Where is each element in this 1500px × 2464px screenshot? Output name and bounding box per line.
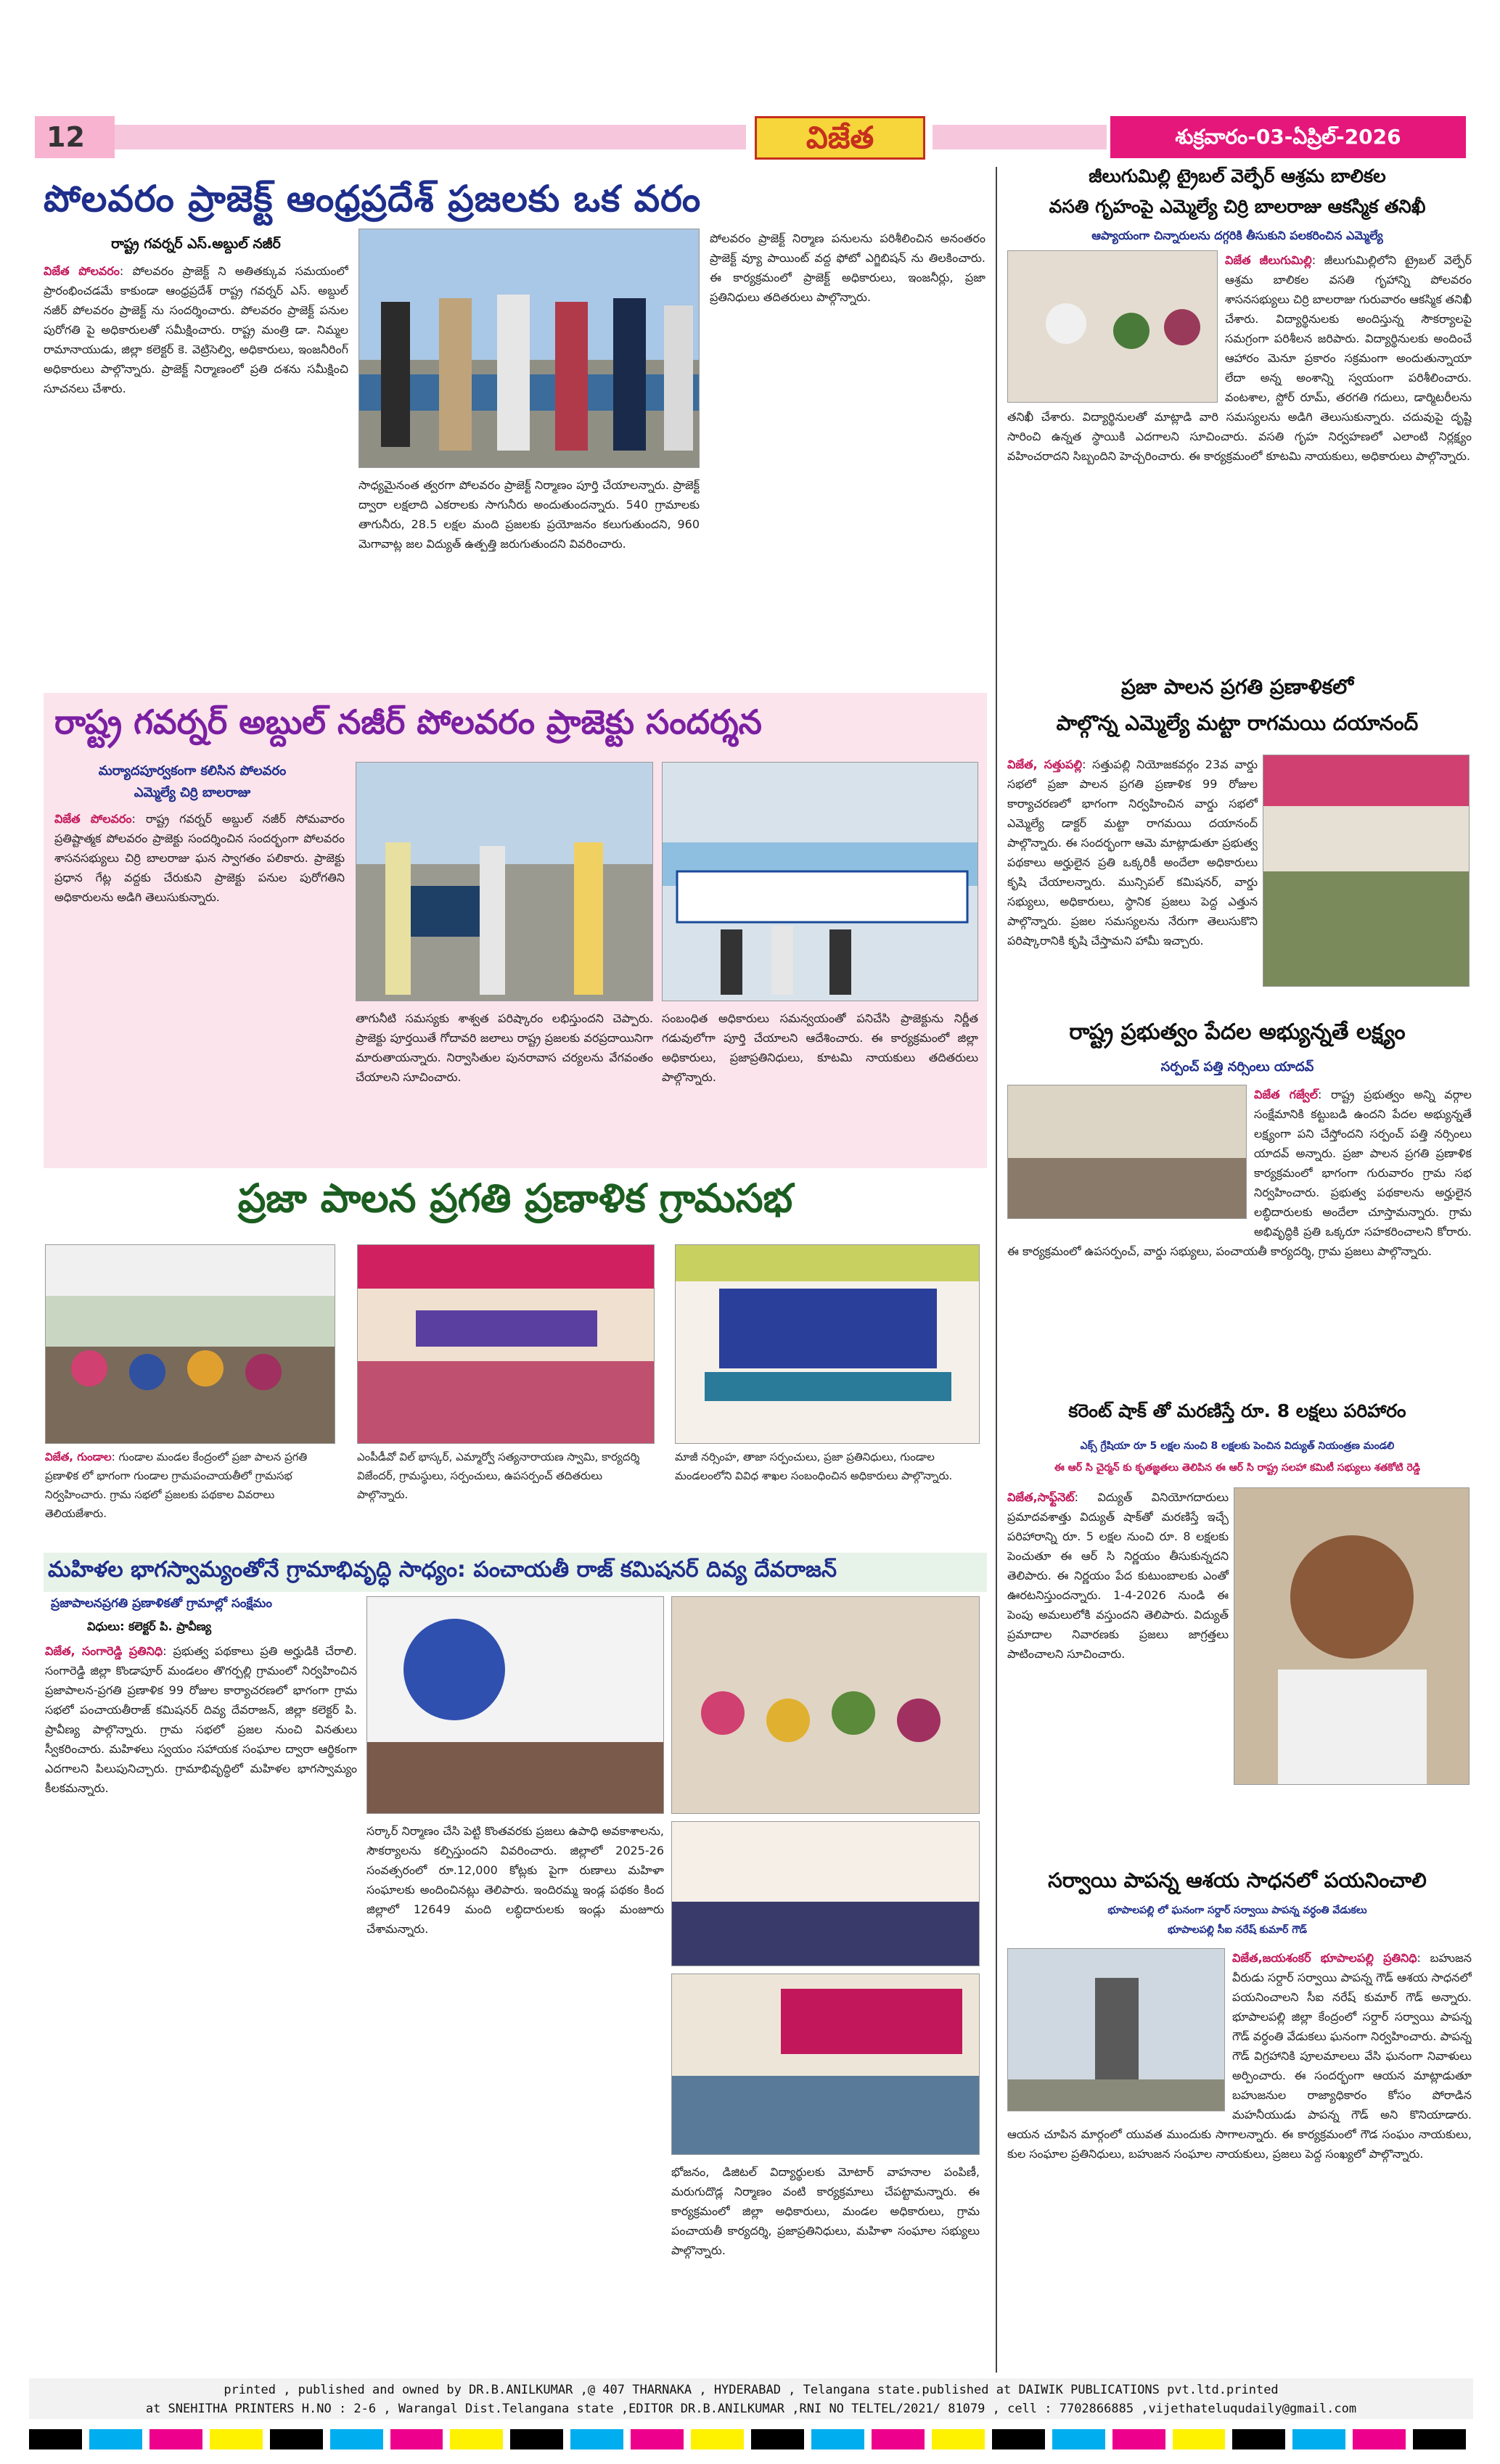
story3-cap3: మాజీ నర్సింహ, తాజా సర్పంచులు, ప్రజా ప్రతినిధులు, గుండాల మండలంలోని వివిధ శాఖల సంబంధించిన అధికారులు పాల్గొన్నారు. (675, 1450, 953, 1482)
right1-body-text: జీలుగుమిల్లిలోని ట్రైబల్ వెల్ఫేర్ ఆశ్రమ బాలికల వసతి గృహాన్ని పోలవరం శాసనసభ్యులు చిర్రి బాలరాజు గురువారం ఆకస్మిక తనిఖీ చేశారు. విద్యార్థినులకు అందిస్తున్న సౌకర్యాలపై సమగ్రంగా పరిశీలన జరిపారు. విద్యార్థినులకు అందించే ఆహారం మెనూ ప్రకారం సక్రమంగా అందుతున్నాయా లేదా అన్న అంశాన్ని స్వయంగా పరిశీలించారు. వంటశాల, స్టోర్ రూమ్, తరగతి గదులు, డార్మిటరీలను తనిఖీ చేశారు. విద్యార్థినులతో మాట్లాడి వారి సమస్యలను అడిగి తెలుసుకున్నారు. చదువుపై దృష్టి సారించి ఉన్నత స్థాయికి ఎదగాలని సూచించారు. వసతి గృహ నిర్వహణలో ఎలాంటి నిర్లక్ష్యం వహించరాదని సిబ్బందిని హెచ్చరించారు. ఈ కార్యక్రమంలో కూటమి నాయకులు, అధికారులు పాల్గొన్నారు. (1007, 253, 1472, 463)
story1-photo (358, 229, 700, 468)
right5-body-text: బహుజన వీరుడు సర్దార్ సర్వాయి పాపన్న గౌడ్ ఆశయ సాధనలో పయనించాలని సీఐ నరేష్ కుమార్ గౌడ్ అన్నారు. భూపాలపల్లి జిల్లా కేంద్రంలో సర్దార్ సర్వాయి పాపన్న గౌడ్ వర్ధంతి వేడుకలు ఘనంగా నిర్వహించారు. పాపన్న గౌడ్ విగ్రహానికి పూలమాలలు వేసి ఘనంగా నివాళులు అర్పించారు. ఈ సందర్భంగా ఆయన మాట్లాడుతూ బహుజనుల రాజ్యాధికారం కోసం పోరాడిన మహనీయుడు పాపన్న గౌడ్ అని కొనియాడారు. ఆయన చూపిన మార్గంలో యువత ముందుకు సాగాలన్నారు. ఈ కార్యక్రమంలో గౌడ సంఘం నాయకులు, కుల సంఘాల ప్రతినిధులు, బహుజన సంఘాల నాయకులు, ప్రజలు పెద్ద సంఖ్యలో పాల్గొన్నారు. (1007, 1951, 1472, 2161)
women-audience-photo (672, 1597, 980, 1814)
story2-sub2: ఎమ్మెల్యే చిర్రి బాలరాజు (134, 785, 251, 800)
right5-sub2: భూపాలపల్లి సీఐ నరేష్ కుమార్ గౌడ్ (1167, 1924, 1308, 1936)
story2-col3: సంబంధిత అధికారులు సమన్వయంతో పనిచేసి ప్రాజెక్టును నిర్ణీత గడువులోగా పూర్తి చేయాలని ఆదేశించారు. ఈ కార్యక్రమంలో జిల్లా అధికారులు, ప్రజాప్రతినిధులు, కూటమి నాయకులు తదితరులు పాల్గొన్నారు. (662, 1011, 978, 1084)
story4-headline: మహిళల భాగస్వామ్యంతోనే గ్రామాభివృద్ధి సాధ్యం: పంచాయతీ రాజ్ కమిషనర్ దివ్య దేవరాజన్ (44, 1553, 987, 1592)
color-registration-strip (29, 2429, 1473, 2449)
right2-body-text: సత్తుపల్లి నియోజకవర్గం 23వ వార్డు సభలో ప్రజా పాలన ప్రగతి ప్రణాళిక 99 రోజుల కార్యాచరణలో భాగంగా నిర్వహించిన వార్డు సభలో ఎమ్మెల్యే డాక్టర్ మట్టా రాగమయి దయానంద్ పాల్గొన్నారు. ఈ సందర్భంగా ఆమె మాట్లాడుతూ ప్రభుత్వ పథకాలు అర్హులైన ప్రతి ఒక్కరికీ అందేలా అధికారులు కృషి చేయాలన్నారు. మున్సిపల్ కమిషనర్, వార్డు సభ్యులు, అధికారులు, స్థానిక ప్రజలు పెద్ద ఎత్తున పాల్గొన్నారు. ప్రజల సమస్యలను నేరుగా తెలుసుకొని పరిష్కారానికి కృషి చేస్తామని హామీ ఇచ్చారు. (1007, 757, 1258, 948)
story4-photo1 (366, 1596, 664, 1814)
project-site-photo (663, 763, 978, 1001)
right2-dateline: విజేత, సత్తుపల్లి (1007, 757, 1083, 771)
story4-photo3 (671, 1821, 980, 1966)
story2-headline: రాష్ట్ర గవర్నర్ అబ్దుల్ నజీర్ పోలవరం ప్రాజెక్టు సందర్శన (54, 702, 762, 742)
right1-photo-spacer (1007, 250, 1225, 406)
governor-visit-photo (359, 229, 700, 468)
right3-body-text: రాష్ట్ర ప్రభుత్వం అన్ని వర్గాల సంక్షేమానికి కట్టుబడి ఉందని పేదల అభ్యున్నతే లక్ష్యంగా పని చేస్తోందని సర్పంచ్ పత్తి నర్సింలు యాదవ్ అన్నారు. ప్రజా పాలన ప్రగతి ప్రణాళిక కార్యక్రమంలో భాగంగా గురువారం గ్రామ సభ నిర్వహించారు. ప్రభుత్వ పథకాలను అర్హులైన లబ్ధిదారులకు అందేలా చూస్తామన్నారు. గ్రామ అభివృద్ధికి ప్రతి ఒక్కరూ సహకరించాలని కోరారు. ఈ కార్యక్రమంలో ఉపసర్పంచ్, వార్డు సభ్యులు, పంచాయతీ కార్యదర్శి, గ్రామ ప్రజలు పాల్గొన్నారు. (1007, 1088, 1472, 1258)
right2-photo-spacer (1258, 755, 1472, 990)
right4-headline: కరెంట్ షాక్ తో మరణిస్తే రూ. 8 లక్షలు పరిహారం (1068, 1400, 1406, 1421)
imprint-line2: at SNEHITHA PRINTERS H.NO : 2-6 , Warangal Dist.Telangana state ,EDITOR DR.B.ANILKUMAR ,RNI NO TELTEL/2021/ 81079 , cell : 7702866885 ,vijethateluqudaily@gmail.com (145, 2402, 1357, 2416)
right1-body: విజేత జీలుగుమిల్లి: జీలుగుమిల్లిలోని ట్రైబల్ వెల్ఫేర్ ఆశ్రమ బాలికల వసతి గృహాన్ని పోలవరం శాసనసభ్యులు చిర్రి బాలరాజు గురువారం ఆకస్మిక తనిఖీ చేశారు. విద్యార్థినులకు అందిస్తున్న సౌకర్యాలపై సమగ్రంగా పరిశీలన జరిపారు. విద్యార్థినులకు అందించే ఆహారం మెనూ ప్రకారం సక్రమంగా అందుతున్నాయా లేదా అన్న అంశాన్ని స్వయంగా పరిశీలించారు. వంటశాల, స్టోర్ రూమ్, తరగతి గదులు, డార్మిటరీలను తనిఖీ చేశారు. విద్యార్థినులతో మాట్లాడి వారి సమస్యలను అడిగి తెలుసుకున్నారు. చదువుపై దృష్టి సారించి ఉన్నత స్థాయికి ఎదగాలని సూచించారు. వసతి గృహ నిర్వహణలో ఎలాంటి నిర్లక్ష్యం వహించరాదని సిబ్బందిని హెచ్చరించారు. ఈ కార్యక్రమంలో కూటమి నాయకులు, అధికారులు పాల్గొన్నారు. (1007, 250, 1472, 657)
story2-photo2 (662, 762, 978, 1001)
right2-headline1: ప్రజా పాలన ప్రగతి ప్రణాళికలో (1120, 675, 1354, 699)
right4-dateline: విజేత,సాఫ్ట్‌నెట్ (1007, 1490, 1075, 1504)
story3-photo2 (357, 1244, 655, 1444)
story2-col1-text: రాష్ట్ర గవర్నర్ అబ్దుల్ నజీర్ సోమవారం ప్రతిష్టాత్మక పోలవరం ప్రాజెక్టు సందర్శించిన సందర్భంగా పోలవరం శాసనసభ్యులు చిర్రి బాలరాజు ఘన స్వాగతం పలికారు. ప్రాజెక్టు ప్రధాన గేట్ల వద్దకు చేరుకుని ప్రాజెక్టు పనుల పురోగతిని అధికారులను అడిగి తెలుసుకున్నారు. (54, 812, 345, 904)
story3-cap2: ఎంపీడీవో విల్ భాస్కర్, ఎమ్మార్వో సత్యనారాయణ స్వామి, కార్యదర్శి విజేందర్, గ్రామస్థులు, సర్పంచులు, ఉపసర్పంచ్ తదితరులు పాల్గొన్నారు. (357, 1450, 640, 1501)
right2-body: విజేత, సత్తుపల్లి: సత్తుపల్లి నియోజకవర్గం 23వ వార్డు సభలో ప్రజా పాలన ప్రగతి ప్రణాళిక 99 రోజుల కార్యాచరణలో భాగంగా నిర్వహించిన వార్డు సభలో ఎమ్మెల్యే డాక్టర్ మట్టా రాగమయి దయానంద్ పాల్గొన్నారు. ఈ సందర్భంగా ఆమె మాట్లాడుతూ ప్రభుత్వ పథకాలు అర్హులైన ప్రతి ఒక్కరికీ అందేలా అధికారులు కృషి చేయాలన్నారు. మున్సిపల్ కమిషనర్, వార్డు సభ్యులు, అధికారులు, స్థానిక ప్రజలు పెద్ద ఎత్తున పాల్గొన్నారు. ప్రజల సమస్యలను నేరుగా తెలుసుకొని పరిష్కారానికి కృషి చేస్తామని హామీ ఇచ్చారు. (1007, 755, 1472, 1009)
story3-photo3 (675, 1244, 980, 1444)
masthead (0, 116, 1500, 160)
right4-body-text: విద్యుత్ వినియోగదారులు ప్రమాదవశాత్తు విద్యుత్ షాక్‌తో మరణిస్తే ఇచ్చే పరిహారాన్ని రూ. 5 లక్షల నుంచి రూ. 8 లక్షలకు పెంచుతూ ఈ ఆర్ సి నిర్ణయం తీసుకున్నదని తెలిపారు. ఈ నిర్ణయం పేద కుటుంబాలకు ఎంతో ఊరటనిస్తుందన్నారు. 1-4-2026 నుండి ఈ పెంపు అమలులోకి వస్తుందని తెలిపారు. విద్యుత్ ప్రమాదాల నివారణకు ప్రజలు జాగ్రత్తలు పాటించాలని సూచించారు. (1007, 1490, 1229, 1661)
right4-body: విజేత,సాఫ్ట్‌నెట్: విద్యుత్ వినియోగదారులు ప్రమాదవశాత్తు విద్యుత్ షాక్‌తో మరణిస్తే ఇచ్చే పరిహారాన్ని రూ. 5 లక్షల నుంచి రూ. 8 లక్షలకు పెంచుతూ ఈ ఆర్ సి నిర్ణయం తీసుకున్నదని తెలిపారు. ఈ నిర్ణయం పేద కుటుంబాలకు ఎంతో ఊరటనిస్తుందన్నారు. 1-4-2026 నుండి ఈ పెంపు అమలులోకి వస్తుందని తెలిపారు. విద్యుత్ ప్రమాదాల నివారణకు ప్రజలు జాగ్రత్తలు పాటించాలని సూచించారు. (1007, 1487, 1472, 1865)
right1-headline1: జీలుగుమిల్లి ట్రైబల్ వెల్ఫేర్ ఆశ్రమ బాలికల (1089, 165, 1386, 186)
story4-col3: భోజనం, డిజిటల్ విద్యార్థులకు మోటార్ వాహనాల పంపిణీ, మరుగుదొడ్ల నిర్మాణం వంటి కార్యక్రమాలు చేపట్టామన్నారు. ఈ కార్యక్రమంలో జిల్లా అధికారులు, మండల అధికారులు, గ్రామ పంచాయతీ కార్యదర్శి, ప్రజాప్రతినిధులు, మహిళా సంఘాల సభ్యులు పాల్గొన్నారు. (671, 2165, 980, 2257)
right5-headline: సర్వాయి పాపన్న ఆశయ సాధనలో పయనించాలి (1048, 1868, 1427, 1892)
officials-stage-photo (672, 1822, 980, 1966)
right4-sub2: ఈ ఆర్ సి చైర్మన్ కు కృతజ్ఞతలు తెలిపిన ఈ ఆర్ సి రాష్ట్ర సలహా కమిటీ సభ్యులు శతకోటి రెడ్డి (1054, 1462, 1421, 1474)
story3-cap1: విజేత, గుండాల: గుండాల మండల కేంద్రంలో ప్రజా పాలన ప్రగతి ప్రణాళిక లో భాగంగా గుండాల గ్రామపంచాయతీలో గ్రామసభ నిర్వహించారు. గ్రామ సభలో ప్రజలకు పథకాల వివరాలు తెలియజేశారు. (45, 1450, 308, 1520)
column-divider (996, 167, 997, 2373)
issue-date: శుక్రవారం-03-ఏప్రిల్-2026 (1110, 116, 1466, 158)
story4-photo4 (671, 1974, 980, 2155)
imprint-footer (29, 2378, 1473, 2419)
gram-sabha-crowd-photo (46, 1245, 335, 1444)
story1-headline: పోలవరం ప్రాజెక్ట్ ఆంధ్రప్రదేశ్ ప్రజలకు ఒక వరం (44, 178, 702, 220)
right3-body: విజేత గజ్వేల్: రాష్ట్ర ప్రభుత్వం అన్ని వర్గాల సంక్షేమానికి కట్టుబడి ఉందని పేదల అభ్యున్నతే లక్ష్యంగా పని చేస్తోందని సర్పంచ్ పత్తి నర్సింలు యాదవ్ అన్నారు. ప్రజా పాలన ప్రగతి ప్రణాళిక కార్యక్రమంలో భాగంగా గురువారం గ్రామ సభ నిర్వహించారు. ప్రభుత్వ పథకాలను అర్హులైన లబ్ధిదారులకు అందేలా చూస్తామన్నారు. గ్రామ అభివృద్ధికి ప్రతి ఒక్కరూ సహకరించాలని కోరారు. ఈ కార్యక్రమంలో ఉపసర్పంచ్, వార్డు సభ్యులు, పంచాయతీ కార్యదర్శి, గ్రామ ప్రజలు పాల్గొన్నారు. (1007, 1085, 1472, 1389)
imprint-line1: printed , published and owned by DR.B.ANILKUMAR ,@ 407 THARNAKA , HYDERABAD , Telangana state.published at DAIWIK PUBLICATIONS pvt.ltd.printed (224, 2383, 1279, 2397)
gram-sabha-tent-photo (358, 1245, 655, 1444)
story4-sub: ప్రజాపాలనప్రగతి ప్రణాళికతో గ్రామాల్లో సంక్షేమం (51, 1596, 273, 1611)
newspaper-logo: విజేత (755, 116, 925, 160)
right1-headline2: వసతి గృహంపై ఎమ్మెల్యే చిర్రి బాలరాజు ఆకస్మిక తనిఖీ (1049, 196, 1426, 217)
right2-headline2: పాల్గొన్న ఎమ్మెల్యే మట్టా రాగమయి దయానంద్ (1056, 711, 1419, 735)
right3-dateline: విజేత గజ్వేల్ (1254, 1088, 1318, 1101)
story3-photo1 (45, 1244, 335, 1444)
story1-byline: రాష్ట్ర గవర్నర్ ఎస్.అబ్దుల్ నజీర్ (111, 236, 281, 252)
story1-col3: పోలవరం ప్రాజెక్ట్ నిర్మాణ పనులను పరిశీలించిన అనంతరం ప్రాజెక్ట్ వ్యూ పాయింట్ వద్ద ఫోటో ఎగ్జిబిషన్ ను తిలకించారు. ఈ కార్యక్రమంలో ప్రాజెక్ట్ అధికారులు, ఇంజనీర్లు, ప్రజా ప్రతినిధులు తదితరులు పాల్గొన్నారు. (710, 231, 985, 304)
story1-col1-text: పోలవరం ప్రాజెక్ట్ ని అతితక్కువ సమయంలో ప్రారంభించడమే కాకుండా ఆంధ్రప్రదేశ్ రాష్ట్ర గవర్నర్ ఎస్. అబ్దుల్ నజీర్ పోలవరం ప్రాజెక్ట్ ను సందర్శించారు. పోలవరం ప్రాజెక్ట్ పనుల పురోగతి పై అధికారులతో సమీక్షించారు. రాష్ట్ర మంత్రి డా. నిమ్మల రామానాయుడు, జిల్లా కలెక్టర్ కె. వెట్రిసెల్వి, అధికారులు, ఇంజనీరింగ్ అధికారులు పాల్గొన్నారు. ప్రాజెక్ట్ నిర్మాణంలో ప్రతి దశను సమీక్షించి సూచనలు చేశారు. (44, 264, 348, 395)
story3-dateline: విజేత, గుండాల (45, 1450, 112, 1463)
right5-body: విజేత,జయశంకర్ భూపాలపల్లి ప్రతినిధి: బహుజన వీరుడు సర్దార్ సర్వాయి పాపన్న గౌడ్ ఆశయ సాధనలో పయనించాలని సీఐ నరేష్ కుమార్ గౌడ్ అన్నారు. భూపాలపల్లి జిల్లా కేంద్రంలో సర్దార్ సర్వాయి పాపన్న గౌడ్ వర్ధంతి వేడుకలు ఘనంగా నిర్వహించారు. పాపన్న గౌడ్ విగ్రహానికి పూలమాలలు వేసి ఘనంగా నివాళులు అర్పించారు. ఈ సందర్భంగా ఆయన మాట్లాడుతూ బహుజనుల రాజ్యాధికారం కోసం పోరాడిన మహనీయుడు పాపన్న గౌడ్ అని కొనియాడారు. ఆయన చూపిన మార్గంలో యువత ముందుకు సాగాలన్నారు. ఈ కార్యక్రమంలో గౌడ సంఘం నాయకులు, కుల సంఘాల ప్రతినిధులు, బహుజన సంఘాల నాయకులు, ప్రజలు పెద్ద సంఖ్యలో పాల్గొన్నారు. (1007, 1948, 1472, 2373)
right1-dateline: విజేత జీలుగుమిల్లి (1225, 253, 1312, 267)
story2-photo1 (356, 762, 653, 1001)
story2-sub1: మర్యాదపూర్వకంగా కలిసిన పోలవరం (98, 763, 287, 779)
commissioner-meeting-photo (367, 1597, 664, 1814)
story1-col2: సాధ్యమైనంత త్వరగా పోలవరం ప్రాజెక్ట్ నిర్మాణం పూర్తి చేయాలన్నారు. ప్రాజెక్ట్ ద్వారా లక్షలాది ఎకరాలకు సాగునీరు అందుతుందన్నారు. 540 గ్రామాలకు తాగునీరు, 28.5 లక్షల మంది ప్రజలకు ప్రయోజనం కలుగుతుందని, 960 మెగావాట్ల జల విద్యుత్ ఉత్పత్తి జరుగుతుందని వివరించారు. (358, 478, 700, 551)
right4-sub1: ఎక్స్ గ్రేషియా రూ 5 లక్షల నుంచి 8 లక్షలకు పెంచిన విద్యుత్ నియంత్రణ మండలి (1080, 1440, 1395, 1452)
story4-photo2 (671, 1596, 980, 1814)
right5-dateline: విజేత,జయశంకర్ భూపాలపల్లి ప్రతినిధి (1232, 1951, 1417, 1965)
story2-dateline: విజేత పోలవరం (54, 812, 132, 826)
gram-sabha-banner-photo (672, 1974, 980, 2155)
right3-headline: రాష్ట్ర ప్రభుత్వం పేదల అభ్యున్నతే లక్ష్యం (1069, 1019, 1406, 1045)
story4-col2: సర్కార్ నిర్మాణం చేసి పెట్టి కొంతవరకు ప్రజలు ఉపాధి అవకాశాలను, సౌకర్యాలను కల్పిస్తుందని వివరించారు. జిల్లాలో 2025-26 సంవత్సరంలో రూ.12,000 కోట్లకు పైగా రుణాలు మహిళా సంఘాలకు అందించినట్లు తెలిపారు. ఇందిరమ్మ ఇండ్ల పథకం కింద జిల్లాలో 12649 మంది లబ్ధిదారులకు ఇండ్లు మంజూరు చేశామన్నారు. (366, 1824, 664, 1936)
story2-col2: తాగునీటి సమస్యకు శాశ్వత పరిష్కారం లభిస్తుందని చెప్పారు. ప్రాజెక్టు పూర్తయితే గోదావరి జలాలు రాష్ట్ర ప్రజలకు వరప్రదాయినిగా మారుతాయన్నారు. నిర్వాసితుల పునరావాస చర్యలను వేగవంతం చేయాలని సూచించారు. (356, 1011, 653, 1084)
story3-headline: ప్రజా పాలన ప్రగతి ప్రణాళిక గ్రామసభ (237, 1175, 793, 1221)
story4-col1-text: ప్రభుత్వ పథకాలు ప్రతి అర్హుడికి చేరాలి. సంగారెడ్డి జిల్లా కొండాపూర్ మండలం తొగర్పల్లి గ్రామంలో నిర్వహించిన ప్రజాపాలన-ప్రగతి ప్రణాళిక 99 రోజుల కార్యాచరణలో భాగంగా గ్రామ సభలో పంచాయతీరాజ్ కమిషనర్ దివ్య దేవరాజన్, జిల్లా కలెక్టర్ పి. ప్రావీణ్య పాల్గొన్నారు. గ్రామ సభలో ప్రజల నుంచి వినతులు స్వీకరించారు. మహిళలు స్వయం సహాయక సంఘాల ద్వారా ఆర్థికంగా ఎదగాలని పిలుపునిచ్చారు. గ్రామాభివృద్ధిలో మహిళల భాగస్వామ్యం కీలకమన్నారు. (45, 1644, 357, 1795)
right4-photo-spacer (1229, 1487, 1472, 1789)
header-band-right (933, 125, 1107, 149)
right3-photo-spacer (1007, 1085, 1254, 1223)
story2-col1: విజేత పోలవరం: రాష్ట్ర గవర్నర్ అబ్దుల్ నజీర్ సోమవారం ప్రతిష్టాత్మక పోలవరం ప్రాజెక్టు సందర్శించిన సందర్భంగా పోలవరం శాసనసభ్యులు చిర్రి బాలరాజు ఘన స్వాగతం పలికారు. ప్రాజెక్టు ప్రధాన గేట్ల వద్దకు చేరుకుని ప్రాజెక్టు పనుల పురోగతిని అధికారులను అడిగి తెలుసుకున్నారు. (54, 812, 345, 904)
story4-col1: విజేత, సంగారెడ్డి ప్రతినిధి: ప్రభుత్వ పథకాలు ప్రతి అర్హుడికి చేరాలి. సంగారెడ్డి జిల్లా కొండాపూర్ మండలం తొగర్పల్లి గ్రామంలో నిర్వహించిన ప్రజాపాలన-ప్రగతి ప్రణాళిక 99 రోజుల కార్యాచరణలో భాగంగా గ్రామ సభలో పంచాయతీరాజ్ కమిషనర్ దివ్య దేవరాజన్, జిల్లా కలెక్టర్ పి. ప్రావీణ్య పాల్గొన్నారు. గ్రామ సభలో ప్రజల నుంచి వినతులు స్వీకరించారు. మహిళలు స్వయం సహాయక సంఘాల ద్వారా ఆర్థికంగా ఎదగాలని పిలుపునిచ్చారు. గ్రామాభివృద్ధిలో మహిళల భాగస్వామ్యం కీలకమన్నారు. (45, 1644, 357, 1795)
right3-sub: సర్పంచ్ పత్తి నర్సింలు యాదవ్ (1160, 1059, 1314, 1075)
gram-sabha-stage-photo (676, 1245, 980, 1444)
right5-photo-spacer (1007, 1948, 1232, 2115)
governor-dam-photo (356, 763, 653, 1001)
page-number: 12 (35, 116, 115, 158)
story1-dateline: విజేత పోలవరం (44, 264, 120, 278)
story1-col1: విజేత పోలవరం: పోలవరం ప్రాజెక్ట్ ని అతితక్కువ సమయంలో ప్రారంభించడమే కాకుండా ఆంధ్రప్రదేశ్ రాష్ట్ర గవర్నర్ ఎస్. అబ్దుల్ నజీర్ పోలవరం ప్రాజెక్ట్ ను సందర్శించారు. పోలవరం ప్రాజెక్ట్ పనుల పురోగతి పై అధికారులతో సమీక్షించారు. రాష్ట్ర మంత్రి డా. నిమ్మల రామానాయుడు, జిల్లా కలెక్టర్ కె. వెట్రిసెల్వి, అధికారులు, ఇంజనీరింగ్ అధికారులు పాల్గొన్నారు. ప్రాజెక్ట్ నిర్మాణంలో ప్రతి దశను సమీక్షించి సూచనలు చేశారు. (44, 264, 348, 395)
header-band-left (115, 125, 746, 149)
right1-sub: ఆప్యాయంగా చిన్నారులను దగ్గరికి తీసుకుని పలకరించిన ఎమ్మెల్యే (1091, 229, 1383, 242)
story3-cap1-text: గుండాల మండల కేంద్రంలో ప్రజా పాలన ప్రగతి ప్రణాళిక లో భాగంగా గుండాల గ్రామపంచాయతీలో గ్రామసభ నిర్వహించారు. గ్రామ సభలో ప్రజలకు పథకాల వివరాలు తెలియజేశారు. (45, 1450, 308, 1520)
right5-sub: భూపాలపల్లి లో ఘనంగా సర్దార్ సర్వాయి పాపన్న వర్ధంతి వేడుకలు (1107, 1905, 1367, 1916)
story4-dateline: విజేత, సంగారెడ్డి ప్రతినిధి (45, 1644, 163, 1658)
story4-sub2: విధులు: కలెక్టర్ పి. ప్రావీణ్య (87, 1619, 212, 1633)
